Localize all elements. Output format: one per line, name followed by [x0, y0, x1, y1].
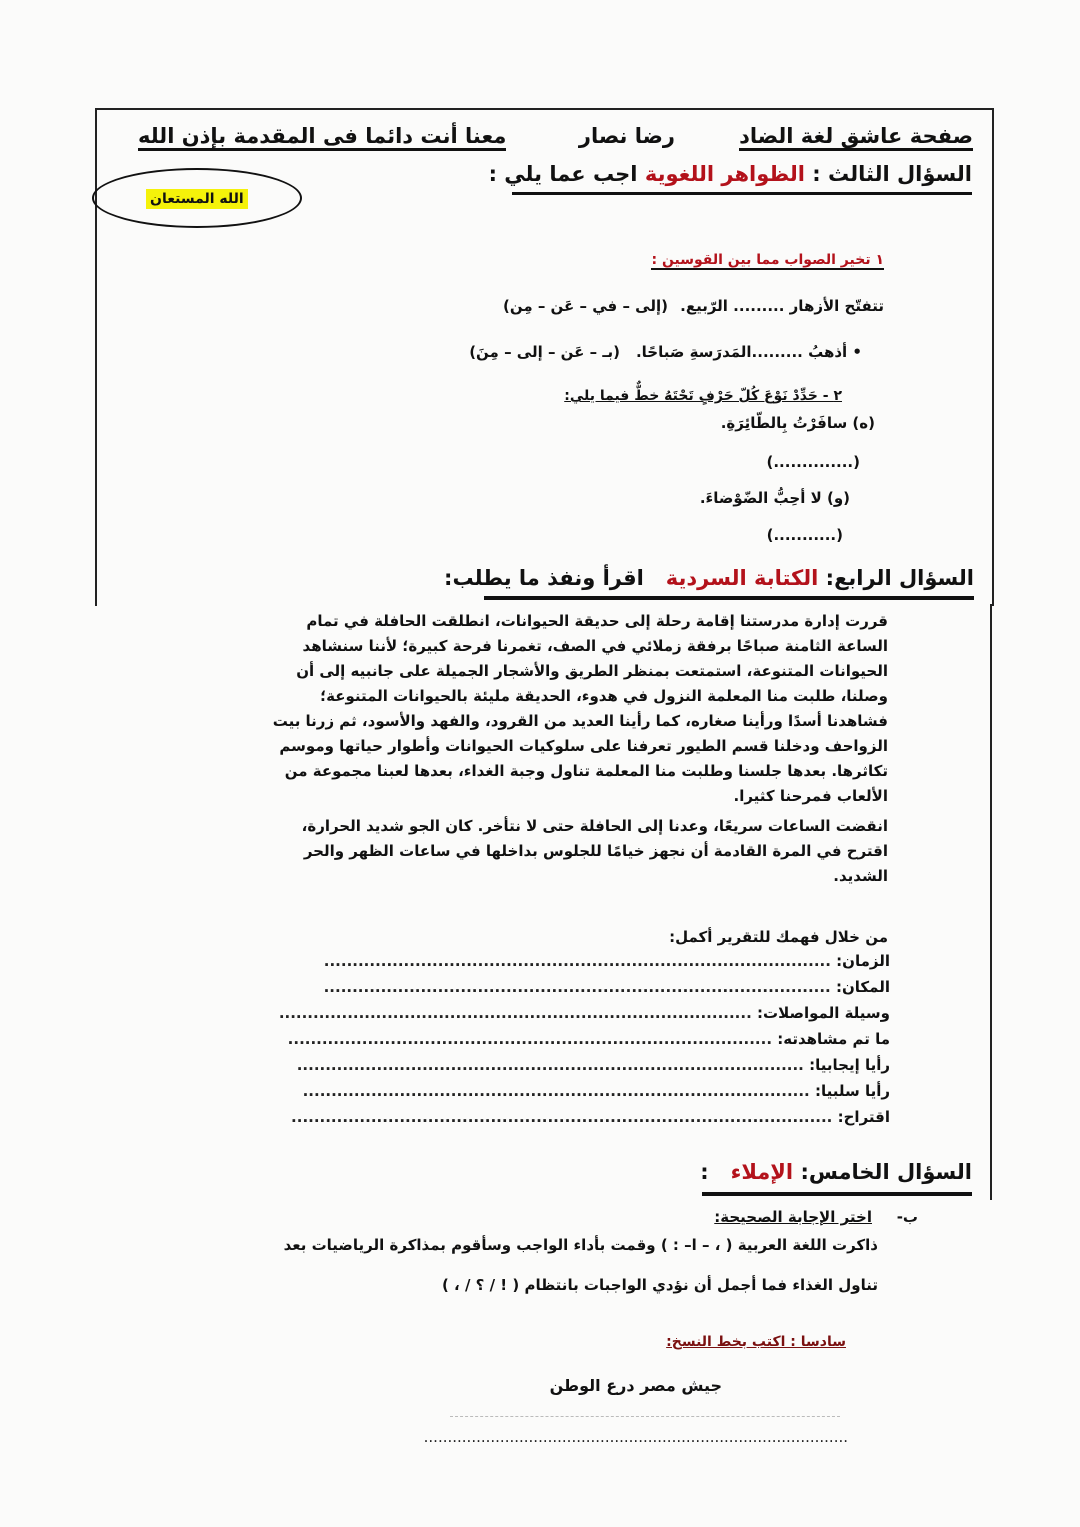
paragraph-line: الألعاب فمرحنا كثيرا. [733, 787, 888, 805]
q3-title-prefix: السؤال الثالث : [812, 162, 972, 186]
q3-part2-blank-2: (...........) [766, 526, 843, 544]
q4-title-suffix: اقرأ ونفذ ما يطلب: [444, 566, 644, 590]
q5-part-label: ب- [896, 1208, 918, 1226]
field-label: المكان: [836, 978, 890, 996]
q4-complete-title: من خلال فهمك للتقرير أكمل: [669, 928, 888, 946]
q3-item-1-sentence: تتفتّح الأزهار ......... الرّبيع. [680, 297, 884, 315]
q3-item-2-options: (بـ – عَن – إلى – مِنَ) [469, 343, 620, 361]
q6-guide-line [450, 1416, 840, 1417]
q5-line-2: تناول الغذاء فما أجمل أن نؤدي الواجبات بانتظام ( ! / ؟ / ، ) [441, 1276, 878, 1294]
paragraph-line: اقترح في المرة القادمة أن نجهز خيامًا للجلوس بداخلها في ساعات الظهر والحر [303, 842, 888, 860]
q3-part2-item-1: (ه) سافَرْتُ بِالطّائِرَةِ. [720, 414, 875, 432]
field-row-seen [288, 1030, 890, 1048]
field-row-suggestion [291, 1108, 890, 1126]
q3-title-suffix: اجب عما يلي : [488, 162, 638, 186]
q6-title: سادسا : اكتب بخط النسخ: [666, 1334, 846, 1350]
field-label: اقتراح: [837, 1108, 890, 1126]
q4-fields [278, 952, 890, 1137]
field-label: وسيلة المواصلات: [757, 1004, 890, 1022]
q3-title-topic: الظواهر اللغوية [644, 162, 805, 186]
q4-title [444, 566, 974, 600]
q3-part2-item-2: (و) لا أحِبُّ الضّوْضاءَ. [699, 489, 850, 507]
q3-item-2-sentence: • أذهبُ .........المَدرَسةِ صَباحًا. [635, 343, 862, 361]
q5-line-1: ذاكرت اللغة العربية ( ، – ا– : ) وقمت بأداء الواجب وسأقوم بمذاكرة الرياضيات بعد [283, 1236, 878, 1254]
paragraph-line: الزواحف ودخلنا قسم الطيور تعرفنا على سلوكيات الحيوانات وأطوار حياتها وموسم [279, 737, 888, 755]
header-author: رضا نصار [578, 124, 675, 148]
q6-answer-line[interactable]: ......................................................................................... [423, 1428, 848, 1446]
field-blank[interactable]: ................................................................................... [278, 1004, 752, 1022]
paragraph-line: وصلنا، طلبت منا المعلمة النزول في هدوء، الحديقة مليئة بالحيوانات المتنوعة؛ [320, 687, 888, 705]
field-blank[interactable]: ......................................................................................... [302, 1082, 810, 1100]
field-label: رأيا إيجابيا: [809, 1056, 890, 1074]
q5-title-suffix: : [700, 1160, 709, 1184]
paragraph-line: الحيوانات المتنوعة، استمتعت بمنظر الطريق والأشجار الجميلة على جانبيه إلى أن [296, 662, 888, 680]
field-blank[interactable]: ......................................................................................... [323, 978, 831, 996]
q6-phrase: جيش مصر درع الوطن [549, 1376, 722, 1395]
q3-title [488, 162, 972, 195]
header-page-name: صفحة عاشق لغة الضاد [739, 124, 973, 151]
page-frame-right [990, 604, 992, 1200]
stamp [146, 188, 248, 207]
field-blank[interactable]: ..................................................................................... [287, 1030, 773, 1048]
field-blank[interactable]: ............................................................................................... [291, 1108, 833, 1126]
paragraph-line: تكاثرها. بعدها جلسنا وطلبت منا المعلمة تناول وجبة الغداء، بعدها لعبنا مجموعة من [284, 762, 888, 780]
q4-title-prefix: السؤال الرابع: [825, 566, 974, 590]
stamp-text: الله المستعان [146, 189, 248, 209]
paragraph-line: انقضت الساعات سريعًا، وعدنا إلى الحافلة حتى لا نتأخر. كان الجو شديد الحرارة، [301, 817, 888, 835]
field-row-transport [279, 1004, 890, 1022]
header-motto: معنا أنت دائما فى المقدمة بإذن الله [138, 124, 506, 151]
paragraph-line: الساعة الثامنة صباحًا برفقة زملائي في الصف، تغمرنا فرحة كبيرة؛ لأننا سنشاهد [302, 637, 888, 655]
q5-title-prefix: السؤال الخامس: [800, 1160, 972, 1184]
field-label: الزمان: [836, 952, 890, 970]
q3-part2-title: ٢ - حَدِّدْ نَوْعَ كُلّ حَرْفٍ تَحْتَهُ خطٌّ فيما يلي: [564, 388, 842, 404]
q3-part1-title: ١ تخير الصواب مما بين القوسين : [651, 252, 884, 268]
paragraph-line: فشاهدنا أسدًا ورأينا صغاره، كما رأينا العديد من القرود، والفهد والأسود، ثم زرنا بيت [272, 712, 888, 730]
q3-item-1-options: (إلى – في – عَن – مِن) [502, 297, 668, 315]
field-blank[interactable]: ......................................................................................... [296, 1056, 804, 1074]
field-row-negative [303, 1082, 890, 1100]
field-row-positive [297, 1056, 890, 1074]
field-blank[interactable]: ......................................................................................... [323, 952, 831, 970]
field-label: ما تم مشاهدته: [777, 1030, 890, 1048]
field-label: رأيا سلبيا: [814, 1082, 890, 1100]
paragraph-line: قررت إدارة مدرستنا إقامة رحلة إلى حديقة الحيوانات، انطلقت الحافلة في تمام [306, 612, 888, 630]
q5-title-topic: الإملاء [730, 1160, 794, 1184]
field-row-place [324, 978, 890, 996]
q5-part-title: اختر الإجابة الصحيحة: [714, 1208, 872, 1226]
q4-title-topic: الكتابة السردية [665, 566, 819, 590]
paragraph-line: الشديد. [833, 867, 888, 885]
q5-title [702, 1160, 972, 1196]
field-row-time [324, 952, 890, 970]
q3-part2-blank-1: (..............) [766, 453, 860, 471]
